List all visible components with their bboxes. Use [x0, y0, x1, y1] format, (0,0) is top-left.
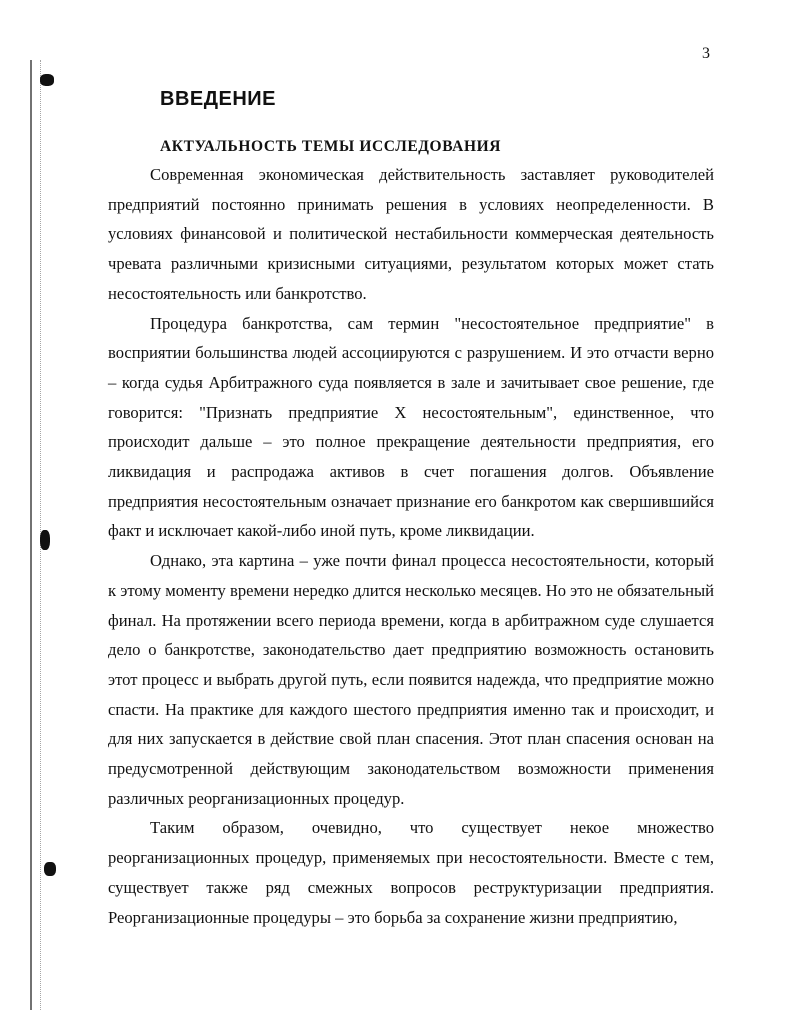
- paragraph: Современная экономическая действительность заставляет руководителей предприятий постоянно принимать решения в условиях неопределенности. В условиях финансовой и политической нестабильности коммерческая деятельность чревата различными кризисными ситуациями, результатом которых может стать несостоятельность или банкротство.: [108, 165, 714, 303]
- scan-blot: [40, 530, 50, 550]
- paragraph: Однако, эта картина – уже почти финал процесса несостоятельности, который к этому моменту времени нередко длится несколько месяцев. Но это не обязательный финал. На протяжении всего периода времени, когда в арбитражном суде слушается дело о банкротстве, законодательство дает предприятию возможность остановить этот процесс и выбрать другой путь, если появится надежда, что предприятие можно спасти. На практике для каждого шестого предприятия именно так и происходит, и для них запускается в действие свой план спасения. Этот план спасения основан на предусмотренной действующим законодательством возможности применения различных реорганизационных процедур.: [108, 551, 715, 808]
- body-text: [108, 160, 714, 932]
- page-number: 3: [702, 45, 710, 62]
- scan-blot: [44, 862, 56, 876]
- paragraph: Таким образом, очевидно, что существует некое множество реорганизационных процедур, применяемых при несостоятельности. Вместе с тем, существует также ряд смежных вопросов реструктуризации предприятия. Реорганизационные процедуры – это борьба за сохранение жизни предприятию,: [108, 818, 714, 927]
- paragraph: Процедура банкротства, сам термин "несостоятельное предприятие" в восприятии большинства людей ассоциируются с разрушением. И это отчасти верно – когда судья Арбитражного суда появляется в зале и зачитывает свое решение, где говорится: "Признать предприятие X несостоятельным", единственное, что происходит дальше – это полное прекращение деятельности предприятия, его ликвидация и распродажа активов в счет погашения долгов. Объявление предприятия несостоятельным означает признание его банкротом как свершившийся факт и исключает какой-либо иной путь, кроме ликвидации.: [108, 313, 714, 541]
- section-subtitle: АКТУАЛЬНОСТЬ ТЕМЫ ИССЛЕДОВАНИЯ: [160, 138, 502, 155]
- page-title: ВВЕДЕНИЕ: [160, 88, 276, 110]
- scan-blot: [40, 74, 54, 86]
